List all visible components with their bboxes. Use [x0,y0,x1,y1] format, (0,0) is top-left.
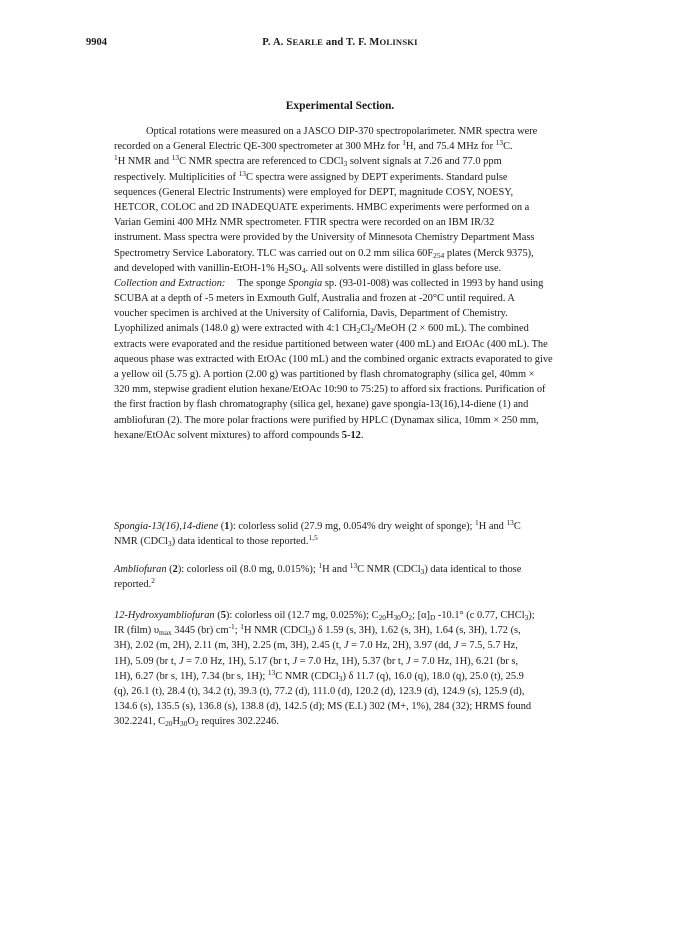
subsection-heading: Collection and Extraction: [114,277,226,289]
text-run: 1H), 6.27 (br s, 1H), 7.34 (br s, 1H); [114,670,268,682]
text-line: 134.6 (s), 135.5 (s), 136.8 (s), 138.8 (d), 142.5 (d); MS (E.I.) 302 (M+, 1%), 284 (32); HRMS found [114,701,532,713]
compound-number: 5 [220,610,226,621]
superscript: 13 [349,561,358,570]
text-run: and developed with vanillin-EtOH-1% H [114,262,285,274]
text-run: ): colorless oil (12.7 mg, 0.025%); C [225,610,379,621]
text-run: SO [288,262,302,274]
text-line [114,562,592,577]
text-line [114,276,592,291]
subscript: 2 [194,719,199,729]
text-run: ): colorless solid (27.9 mg, 0.054% dry weight of sponge); [229,521,476,532]
compound-5-entry [114,608,592,730]
text-line: sequences (General Electric Instruments) were employed for DEPT, magnitude COSY, NOESY, [114,186,514,198]
superscript: 13 [171,153,180,163]
author-text: P. A. S [262,37,293,48]
reference-superscript: 1,5 [308,533,318,543]
text-run: C NMR (CDCl [357,564,421,575]
subscript: 3 [524,613,529,622]
running-header-authors [0,37,680,48]
text-run: H and [478,521,507,532]
text-run: . [360,429,364,441]
superscript: 1 [114,153,118,163]
text-run: -10.1° (c 0.77, CHCl [435,610,525,621]
text-run: C [513,521,521,532]
coupling-symbol: J [178,655,184,667]
text-line: aqueous phase was extracted with EtOAc (100 mL) and the combined organic extracts evaporated to give [114,353,553,365]
subscript: 3 [338,673,343,683]
text-line: voucher specimen is archived at the University of California, Davis, Department of Chemistry. [114,308,508,320]
general-methods-paragraph [114,124,592,443]
text-run: respectively. Multiplicities of [114,171,239,183]
subscript: 3 [343,159,348,169]
text-run: = 7.0 Hz, 1H), 5.17 (br t, [183,655,293,667]
subscript: 30 [180,719,188,729]
text-line [114,608,592,623]
text-run: ( [218,521,225,532]
page-number: 9904 [86,37,107,48]
text-line: Optical rotations were measured on a JASCO DIP-370 spectropolarimeter. NMR spectra were [146,126,538,137]
superscript: -1 [228,622,235,632]
text-run: ; [α] [412,610,430,621]
text-line: the first fraction by flash chromatography (silica gel, hexane) gave spongia-13(16),14-diene (1) and [114,399,529,411]
text-run: Lyophilized animals (148.0 g) were extracted with 4:1 CH [114,323,357,335]
text-run: 1H), 5.09 (br t, [114,655,179,667]
text-run: - [346,429,351,441]
compound-number: 1 [224,521,230,532]
compound-1-entry [114,519,592,549]
text-line: a yellow oil (5.75 g). A portion (2.00 g) was partitioned by flash chromatography (silica gel, 40mm × [114,369,535,380]
text-line [114,669,592,684]
text-run: sp. (93-01-008) was collected in 1993 by hand using [322,277,544,289]
reference-superscript: 2 [151,576,155,586]
text-run: ) data identical to those [424,564,522,575]
superscript: 1 [318,561,323,570]
text-run: = 7.0 Hz, 1H), 6.21 (br s, [410,655,519,667]
subscript: 254 [433,250,445,260]
text-run: NMR (CDCl [114,536,168,548]
subscript: 4 [301,265,306,275]
coupling-symbol: J [292,655,298,667]
text-line [114,428,592,443]
text-run: H [172,716,180,728]
text-run: ( [214,610,221,621]
compound-number: 12 [350,429,361,441]
text-run: solvent signals at 7.26 and 77.0 ppm [347,156,502,168]
subscript: 2 [370,326,374,336]
subscript: 30 [393,613,401,622]
text-run: H [385,610,394,621]
subscript: 2 [284,265,289,275]
text-run: The sponge [237,277,289,289]
text-line: ambliofuran (2). The more polar fractions were purified by HPLC (Dynamax silica, 10mm × 250 mm, [114,414,539,426]
text-run: H NMR (CDCl [243,625,309,637]
text-run: plates (Merck 9375), [444,247,534,259]
subscript: 2 [356,326,361,336]
author-text: and T. F. M [323,37,380,48]
text-run: = 7.0 Hz, 1H), 5.37 (br t, [297,655,406,667]
text-run: IR (film) υ [114,625,159,637]
text-line [114,321,592,336]
coupling-symbol: J [405,655,411,667]
text-run: = 7.5, 5.7 Hz, [458,640,518,652]
text-run: requires 302.2246. [198,716,279,728]
compound-name: Ambliofuran [114,564,167,575]
text-run: C NMR (CDCl [275,670,339,682]
text-line [114,170,592,185]
text-line [114,139,592,154]
text-run: Cl [360,323,371,335]
text-line: 320 mm, stepwise gradient elution hexane/EtOAc 10:90 to 75:25) to afford six fractions. Purification of [114,384,546,396]
subscript: 3 [308,628,312,638]
compound-number: 5 [341,429,347,441]
superscript: 13 [506,518,514,527]
text-run: ( [166,564,173,575]
text-line [114,261,592,276]
text-line [114,654,592,669]
text-line [114,154,592,169]
superscript: 13 [238,168,246,178]
subscript: 20 [378,613,386,622]
text-line [114,534,592,549]
text-run: O [187,716,195,728]
subscript: 3 [420,567,425,576]
author-text: EARLE [292,37,324,47]
text-line: SCUBA at a depth of -5 meters in Exmouth Gulf, Australia and frozen at -20°C until required. A [114,293,515,305]
text-line [114,246,592,261]
text-run: H, and 75.4 MHz for [405,141,496,153]
text-run: 3H), 2.02 (m, 2H), 2.11 (m, 3H), 2.25 (m, 3H), 2.45 (t, [114,640,344,652]
text-run: H and [322,564,350,575]
text-run: ); [528,610,535,621]
text-line [114,638,592,653]
text-line [114,714,592,729]
coupling-symbol: J [453,640,459,652]
text-line [114,577,592,592]
superscript: 13 [495,138,504,148]
text-run: H NMR and [117,156,172,168]
text-run: hexane/EtOAc solvent mixtures) to afford compounds [114,429,342,441]
text-run: ) δ 11.7 (q), 16.0 (q), 18.0 (q), 25.0 (t), 25.9 [342,670,524,682]
text-run: ) data identical to those reported. [171,536,309,548]
subscript: 3 [167,539,172,549]
subscript: D [429,613,436,622]
compound-name: 12-Hydroxyambliofuran [114,610,215,621]
text-line: instrument. Mass spectra were provided by the University of Minnesota Chemistry Department Mass [114,232,535,244]
subscript: 20 [165,719,173,729]
text-line: (q), 26.1 (t), 28.4 (t), 34.2 (t), 39.3 (t), 77.2 (d), 111.0 (d), 120.2 (d), 123.9 (d), 124.9 (s), 125.9 (d), [114,685,525,697]
text-line [114,519,592,534]
text-run: C NMR spectra are referenced to CDCl [179,156,344,168]
superscript: 1 [402,138,406,148]
text-run: Spectrometry Service Laboratory. TLC was carried out on 0.2 mm silica 60F [114,247,434,259]
subscript: max [158,628,172,638]
text-run: 3445 (br) cm [171,625,229,637]
text-run: C spectra were assigned by DEPT experiments. Standard pulse [245,171,508,183]
text-line: HETCOR, COLOC and 2D INADEQUATE experiments. HMBC experiments were performed on a [114,201,530,213]
text-line [114,623,592,638]
text-run: reported. [114,579,152,591]
text-run: Spongia [288,277,323,289]
text-run: /MeOH (2 × 600 mL). The combined [373,323,529,335]
superscript: 1 [475,518,479,527]
superscript: 1 [240,622,244,632]
subscript: 2 [408,613,413,622]
compound-2-entry [114,562,592,592]
compound-name: Spongia-13(16),14-diene [114,521,219,532]
compound-number: 2 [172,564,178,575]
text-line: extracts were evaporated and the residue partitioned between water (400 mL) and EtOAc (400 mL). The [114,338,548,350]
superscript: 13 [267,667,276,677]
text-run: ): colorless oil (8.0 mg, 0.015%); [177,564,319,575]
text-run: 302.2241, C [114,716,166,728]
text-line: Varian Gemini 400 MHz NMR spectrometer. FTIR spectra were recorded on an IBM IR/32 [114,217,495,229]
text-run: ; [234,625,241,637]
text-run: recorded on a General Electric QE-300 spectrometer at 300 MHz for [114,141,403,153]
author-text: OLINSKI [379,37,418,47]
text-run: ) δ 1.59 (s, 3H), 1.62 (s, 3H), 1.64 (s, 3H), 1.72 (s, [311,625,521,637]
text-run: C. [503,141,513,153]
text-run: = 7.0 Hz, 2H), 3.97 (dd, [348,640,454,652]
coupling-symbol: J [343,640,349,652]
section-title: Experimental Section. [285,100,395,112]
text-run: O [400,610,409,621]
text-run: . All solvents were distilled in glass before use. [305,262,502,274]
